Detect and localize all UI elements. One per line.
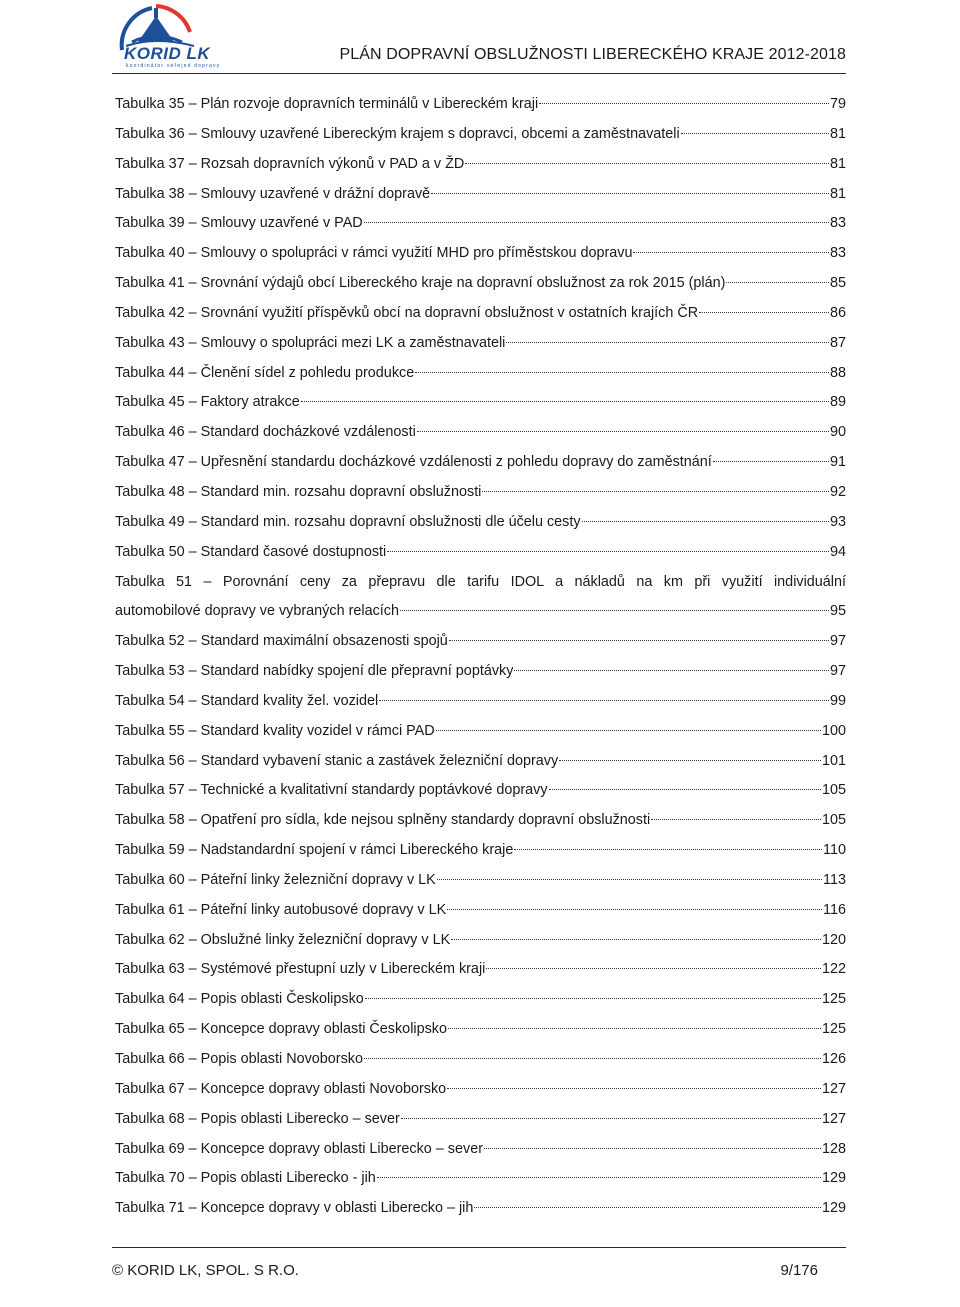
toc-entry-page: 126	[821, 1051, 846, 1067]
footer-page-number: 9/176	[780, 1262, 818, 1279]
toc-dot-leader	[713, 461, 829, 462]
toc-entry[interactable]	[115, 1019, 846, 1049]
toc-entry-label: Tabulka 70 – Popis oblasti Liberecko - jih	[115, 1170, 376, 1187]
toc-dot-leader	[431, 193, 829, 194]
toc-entry[interactable]	[115, 691, 846, 721]
toc-entry-page: 86	[829, 304, 846, 321]
toc-entry-label: Tabulka 45 – Faktory atrakce	[115, 394, 300, 411]
toc-entry[interactable]	[115, 363, 846, 393]
toc-entry-page: 81	[829, 155, 846, 172]
toc-entry-page: 105	[821, 812, 846, 829]
toc-dot-leader	[364, 222, 829, 223]
toc-dot-leader	[447, 909, 822, 910]
toc-entry-page: 129	[821, 1170, 846, 1187]
toc-entry-page: 81	[829, 185, 846, 202]
toc-dot-leader	[437, 879, 822, 880]
toc-entry-label: Tabulka 52 – Standard maximální obsazenosti spojů	[115, 633, 448, 650]
toc-entry-label: Tabulka 67 – Koncepce dopravy oblasti Novoborsko	[115, 1080, 447, 1097]
toc-entry-label: Tabulka 50 – Standard časové dostupnosti	[115, 543, 387, 560]
toc-entry[interactable]	[115, 94, 846, 124]
toc-dot-leader	[415, 372, 829, 373]
toc-entry[interactable]	[115, 392, 846, 422]
toc-entry-label: Tabulka 36 – Smlouvy uzavřené Libereckým krajem s dopravci, obcemi a zaměstnavateli	[115, 125, 680, 142]
toc-entry-page: 88	[829, 364, 846, 381]
toc-dot-leader	[582, 521, 829, 522]
toc-entry-label: Tabulka 58 – Opatření pro sídla, kde nejsou splněny standardy dopravní obslužnosti	[115, 812, 651, 829]
toc-entry[interactable]	[115, 452, 846, 482]
toc-dot-leader	[486, 968, 821, 969]
toc-entry[interactable]	[115, 512, 846, 542]
toc-entry-label: Tabulka 51 – Porovnání ceny za přepravu dle tarifu IDOL a nákladů na km při využití individuální	[115, 573, 846, 590]
toc-entry-page: 97	[829, 633, 846, 650]
toc-dot-leader	[465, 163, 829, 164]
toc-entry-page: 99	[829, 692, 846, 709]
toc-entry-label: Tabulka 46 – Standard docházkové vzdálenosti	[115, 424, 416, 441]
toc-entry[interactable]	[115, 422, 846, 452]
toc-entry-page: 79	[829, 96, 846, 112]
toc-entry[interactable]	[115, 989, 846, 1019]
toc-entry-label-continued: automobilové dopravy ve vybraných relacích	[115, 603, 399, 620]
toc-entry-label: Tabulka 39 – Smlouvy uzavřené v PAD	[115, 215, 363, 232]
toc-entry-page: 83	[829, 245, 846, 262]
toc-entry-label: Tabulka 69 – Koncepce dopravy oblasti Liberecko – sever	[115, 1140, 483, 1157]
toc-entry-page: 97	[829, 663, 846, 680]
toc-entry-page: 91	[829, 454, 846, 471]
toc-entry-label: Tabulka 47 – Upřesnění standardu docházkové vzdálenosti z pohledu dopravy do zaměstnání	[115, 454, 712, 471]
toc-entry-page: 81	[829, 125, 846, 142]
toc-entry[interactable]	[115, 124, 846, 154]
toc-dot-leader	[448, 1028, 821, 1029]
toc-entry[interactable]	[115, 870, 846, 900]
footer-divider	[112, 1247, 846, 1248]
toc-entry-page: 128	[821, 1140, 846, 1157]
toc-entry-page: 105	[821, 782, 846, 799]
toc-entry-page: 90	[829, 424, 846, 441]
toc-dot-leader	[451, 939, 821, 940]
toc-entry-page: 85	[829, 275, 846, 292]
toc-entry[interactable]	[115, 1168, 846, 1198]
toc-entry[interactable]	[115, 1139, 846, 1169]
toc-entry-page: 87	[829, 334, 846, 351]
toc-dot-leader	[400, 610, 829, 611]
toc-entry[interactable]	[115, 1109, 846, 1139]
toc-entry-label: Tabulka 44 – Členění sídel z pohledu produkce	[115, 364, 415, 381]
toc-entry-page: 116	[823, 901, 846, 918]
toc-entry-page: 125	[821, 1021, 846, 1038]
toc-entry[interactable]	[115, 333, 846, 363]
toc-dot-leader	[726, 282, 829, 283]
toc-dot-leader	[365, 998, 821, 999]
toc-entry-label: Tabulka 55 – Standard kvality vozidel v rámci PAD	[115, 722, 435, 739]
table-of-tables	[115, 94, 846, 1228]
toc-entry[interactable]	[115, 661, 846, 691]
logo-text: KORID LK	[124, 44, 211, 63]
toc-entry-label: Tabulka 61 – Páteřní linky autobusové dopravy v LK	[115, 901, 447, 918]
logo-subtext: koordinátor veřejné dopravy	[126, 63, 221, 69]
toc-entry-page: 100	[821, 722, 846, 739]
toc-entry-label: Tabulka 54 – Standard kvality žel. vozidel	[115, 692, 379, 709]
toc-dot-leader	[514, 849, 822, 850]
toc-entry[interactable]	[115, 721, 846, 751]
toc-entry-page: 93	[829, 513, 846, 530]
document-title: PLÁN DOPRAVNÍ OBSLUŽNOSTI LIBERECKÉHO KRAJE 2012-2018	[339, 46, 846, 63]
toc-entry-page: 125	[821, 991, 846, 1008]
toc-dot-leader	[474, 1207, 821, 1208]
toc-entry-label: Tabulka 38 – Smlouvy uzavřené v drážní dopravě	[115, 185, 431, 202]
toc-entry[interactable]	[115, 243, 846, 273]
toc-entry-label: Tabulka 59 – Nadstandardní spojení v rámci Libereckého kraje	[115, 842, 514, 859]
toc-entry[interactable]	[115, 959, 846, 989]
toc-entry-label: Tabulka 60 – Páteřní linky železniční dopravy v LK	[115, 871, 436, 888]
toc-dot-leader	[436, 730, 821, 731]
toc-entry-label: Tabulka 37 – Rozsah dopravních výkonů v PAD a v ŽD	[115, 155, 465, 172]
toc-entry-label: Tabulka 63 – Systémové přestupní uzly v Libereckém kraji	[115, 961, 486, 978]
toc-entry[interactable]	[115, 1049, 846, 1079]
toc-entry[interactable]	[115, 184, 846, 214]
toc-entry[interactable]	[115, 542, 846, 572]
toc-dot-leader	[514, 670, 829, 671]
toc-dot-leader	[539, 103, 829, 104]
toc-entry-page: 127	[821, 1080, 846, 1097]
toc-entry-label: Tabulka 41 – Srovnání výdajů obcí Libereckého kraje na dopravní obslužnost za rok 2015 (plán)	[115, 275, 726, 292]
toc-entry[interactable]	[115, 213, 846, 243]
toc-dot-leader	[482, 491, 829, 492]
toc-entry-label: Tabulka 71 – Koncepce dopravy v oblasti Liberecko – jih	[115, 1200, 474, 1217]
toc-dot-leader	[633, 252, 829, 253]
toc-dot-leader	[401, 1118, 821, 1119]
toc-dot-leader	[681, 133, 829, 134]
toc-entry-label: Tabulka 65 – Koncepce dopravy oblasti Českolipsko	[115, 1021, 447, 1038]
toc-entry[interactable]	[115, 154, 846, 184]
toc-entry-label: Tabulka 40 – Smlouvy o spolupráci v rámci využití MHD pro příměstskou dopravu	[115, 245, 633, 262]
toc-entry-label: Tabulka 48 – Standard min. rozsahu dopravní obslužnosti	[115, 483, 482, 500]
toc-dot-leader	[549, 789, 821, 790]
toc-entry-label: Tabulka 68 – Popis oblasti Liberecko – sever	[115, 1110, 400, 1127]
toc-entry-label: Tabulka 53 – Standard nabídky spojení dle přepravní poptávky	[115, 663, 514, 680]
toc-entry[interactable]	[115, 303, 846, 333]
toc-entry[interactable]	[115, 900, 846, 930]
korid-logo	[112, 2, 242, 74]
toc-entry-page: 101	[821, 752, 846, 769]
toc-entry-label: Tabulka 66 – Popis oblasti Novoborsko	[115, 1051, 363, 1067]
toc-entry[interactable]	[115, 1198, 846, 1228]
toc-entry-page: 113	[823, 871, 846, 888]
toc-entry[interactable]	[115, 482, 846, 512]
page-header	[0, 0, 960, 80]
toc-entry-page: 89	[829, 394, 846, 411]
toc-entry[interactable]	[115, 780, 846, 810]
toc-entry-page: 122	[821, 961, 846, 978]
toc-entry[interactable]	[115, 1079, 846, 1109]
toc-dot-leader	[449, 640, 829, 641]
toc-entry-label: Tabulka 35 – Plán rozvoje dopravních terminálů v Libereckém kraji	[115, 96, 539, 112]
toc-entry[interactable]	[115, 810, 846, 840]
toc-dot-leader	[379, 700, 829, 701]
toc-entry-page: 83	[829, 215, 846, 232]
toc-dot-leader	[301, 401, 829, 402]
toc-dot-leader	[506, 342, 829, 343]
toc-entry-page: 120	[821, 931, 846, 948]
toc-entry[interactable]	[115, 572, 846, 632]
toc-entry-page: 129	[821, 1200, 846, 1217]
toc-dot-leader	[484, 1148, 821, 1149]
toc-entry-label: Tabulka 43 – Smlouvy o spolupráci mezi LK a zaměstnavateli	[115, 334, 506, 351]
toc-entry-label: Tabulka 56 – Standard vybavení stanic a zastávek železniční dopravy	[115, 752, 559, 769]
toc-dot-leader	[447, 1088, 821, 1089]
toc-entry[interactable]	[115, 930, 846, 960]
toc-entry[interactable]	[115, 273, 846, 303]
toc-entry[interactable]	[115, 631, 846, 661]
toc-entry-label: Tabulka 64 – Popis oblasti Českolipsko	[115, 991, 364, 1008]
toc-entry-page: 94	[829, 543, 846, 560]
toc-dot-leader	[364, 1058, 821, 1059]
toc-dot-leader	[699, 312, 829, 313]
toc-dot-leader	[651, 819, 821, 820]
toc-entry-label: Tabulka 62 – Obslužné linky železniční dopravy v LK	[115, 931, 451, 948]
toc-entry-label: Tabulka 49 – Standard min. rozsahu dopravní obslužnosti dle účelu cesty	[115, 513, 581, 530]
footer-company: © KORID LK, SPOL. S R.O.	[112, 1262, 299, 1279]
toc-entry-page: 92	[829, 483, 846, 500]
toc-entry-page: 127	[821, 1110, 846, 1127]
toc-entry-label: Tabulka 42 – Srovnání využití příspěvků obcí na dopravní obslužnost v ostatních krajích ČR	[115, 304, 699, 321]
toc-entry-label: Tabulka 57 – Technické a kvalitativní standardy poptávkové dopravy	[115, 782, 548, 799]
toc-dot-leader	[377, 1177, 821, 1178]
toc-dot-leader	[387, 551, 829, 552]
toc-dot-leader	[559, 760, 821, 761]
toc-entry-page: 95	[829, 603, 846, 620]
toc-entry[interactable]	[115, 751, 846, 781]
toc-entry-page: 110	[823, 842, 846, 859]
toc-entry[interactable]	[115, 840, 846, 870]
toc-dot-leader	[417, 431, 829, 432]
header-divider	[112, 73, 846, 74]
